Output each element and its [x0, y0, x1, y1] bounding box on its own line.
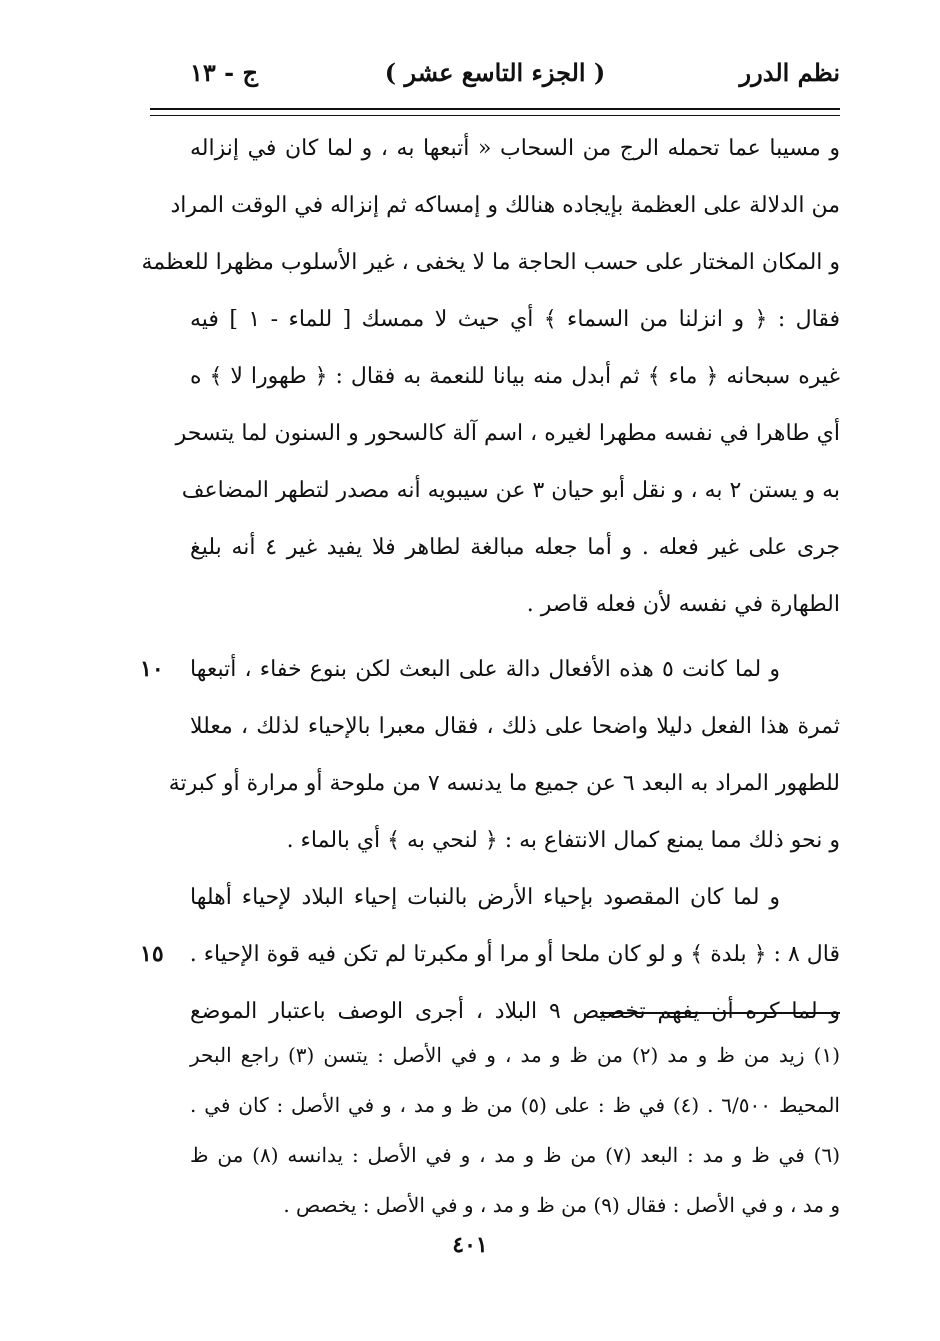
part-title: ( الجزء التاسع عشر ): [384, 58, 606, 87]
text-line: غيره سبحانه ﴿ ماء ﴾ ثم أبدل منه بيانا للنعمة به فقال : ﴿ طهورا لا ﴾ ه: [190, 364, 840, 389]
text-line: ثمرة هذا الفعل دليلا واضحا على ذلك ، فقال معبرا بالإحياء لذلك ، معللا: [190, 714, 840, 739]
footnote-line: (٦) في ظ و مد : البعد (٧) من ظ و مد ، و في الأصل : يدانسه (٨) من ظ: [190, 1143, 841, 1167]
line-number: ١٠: [140, 656, 164, 682]
line-number: ١٥: [140, 941, 164, 967]
header-rule-thin: [150, 115, 840, 116]
footnote-line: و مد ، و في الأصل : فقال (٩) من ظ و مد ، و في الأصل : يخصص .: [283, 1193, 840, 1217]
page-number: ٤٠١: [452, 1232, 488, 1258]
text-line: و نحو ذلك مما يمنع كمال الانتفاع به : ﴿ لنحي به ﴾ أي بالماء .: [286, 828, 840, 853]
main-text: [140, 120, 840, 1040]
text-line: [140, 926, 840, 983]
footnote-line: (١) زيد من ظ و مد (٢) من ظ و مد ، و في الأصل : يتسن (٣) راجع البحر: [190, 1043, 840, 1067]
text-line: فقال : ﴿ و انزلنا من السماء ﴾ أي حيث لا ممسك [ للماء - ١ ] فيه: [190, 307, 840, 332]
footnote-line: المحيط ٦/٥٠٠ . (٤) في ظ : على (٥) من ظ و مد ، و في الأصل : كان في .: [190, 1093, 840, 1117]
text-line-content: قال ٨ : ﴿ بلدة ﴾ و لو كان ملحا أو مرا أو مكبرتا لم تكن فيه قوة الإحياء .: [189, 942, 840, 967]
running-header: [150, 58, 840, 98]
footnotes: [190, 1030, 840, 1230]
book-title: نظم الدرر: [739, 58, 840, 87]
text-line: من الدلالة على العظمة بإيجاده هنالك و إمساكه ثم إنزاله في الوقت المراد: [170, 193, 840, 218]
text-line: أي طاهرا في نفسه مطهرا لغيره ، اسم آلة كالسحور و السنون لما يتسحر: [175, 421, 840, 446]
text-line-content: و لما كانت ٥ هذه الأفعال دالة على البعث لكن بنوع خفاء ، أتبعها: [190, 657, 780, 682]
text-line: جرى على غير فعله . و أما جعله مبالغة لطاهر فلا يفيد غير ٤ أنه بليغ: [190, 535, 840, 560]
volume-label: ج - ١٣: [190, 58, 258, 87]
text-line: للطهور المراد به البعد ٦ عن جميع ما يدنسه ٧ من ملوحة أو مرارة أو كبرتة: [168, 771, 840, 796]
text-line: و مسيبا عما تحمله الرج من السحاب « أتبعها به ، و لما كان في إنزاله: [190, 136, 840, 161]
footnote-rule: [600, 1012, 840, 1014]
text-line: و لما كره أن يفهم تخصيص ٩ البلاد ، أجرى الوصف باعتبار الموضع: [190, 999, 840, 1024]
text-line: [140, 641, 840, 698]
text-line: و المكان المختار على حسب الحاجة ما لا يخفى ، غير الأسلوب مظهرا للعظمة: [141, 250, 840, 275]
header-rule: [150, 108, 840, 110]
text-line: به و يستن ٢ به ، و نقل أبو حيان ٣ عن سيبويه أنه مصدر لتطهر المضاعف: [181, 478, 840, 503]
text-line: و لما كان المقصود بإحياء الأرض بالنبات إحياء البلاد لإحياء أهلها: [190, 885, 780, 910]
text-line: الطهارة في نفسه لأن فعله قاصر .: [526, 592, 840, 617]
